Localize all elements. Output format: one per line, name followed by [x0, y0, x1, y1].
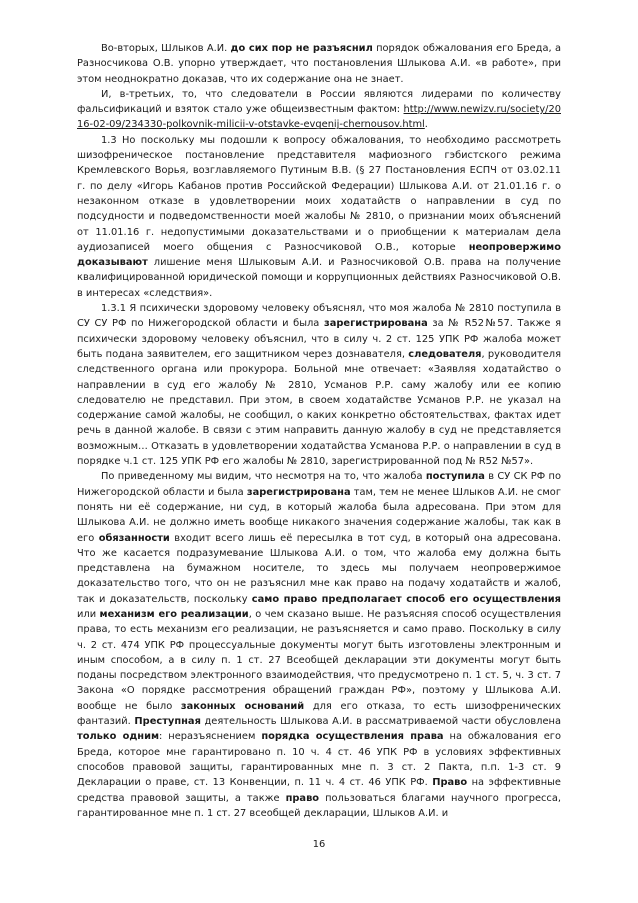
document-page: [77, 41, 561, 821]
text-run: входит всего лишь её пересылка в тот суд, в который она адресована. Что же касается подразумевание Шлыкова А.И. о том, что жалоба ему должна быть представлена на бумажном носителе, то здесь мы получаем неопровержимое доказательство того, что он не разъяснил мне как право на подачу ходатайств и жалоб, так и доказательств, поскольку: [77, 532, 561, 605]
paragraph: [77, 469, 561, 821]
bold-text: механизм его реализации: [99, 608, 249, 620]
paragraph: [77, 41, 561, 87]
text-run: для его отказа, то есть шизофренических фантазий.: [77, 700, 562, 728]
text-run: в СУ СК РФ по Нижегородской области и была: [77, 471, 561, 498]
bold-text: право: [285, 792, 320, 804]
text-run: порядок обжалования его Бреда, а Разносчикова О.В. упорно утверждает, что постановления Шлыкова А.И. «в работе», при этом неоднократно доказав, что их содержание она не знает.: [77, 43, 561, 85]
bold-text: порядка осуществления права: [261, 731, 444, 743]
text-run: , о чем сказано выше. Не разъясняя способ осуществления права, то есть механизм его реализации, не разъясняется и само право. Поскольку в силу ч. 2 ст. 474 УПК РФ процессуальные документы могут быть изготовлены электронным и иным способом, а в силу п. 1 ст. 27 Всеобщей декларации эти документы могут быть поданы посредством электронного взаимодействия, что предусмотрено п. 1 ст. 5, ч. 3 ст. 7 Закона «О порядке рассмотрения обращений граждан РФ», поэтому у Шлыкова А.И. вообще не было: [77, 608, 562, 712]
text-run: на обжалования его Бреда, которое мне гарантировано п. 10 ч. 4 ст. 46 УПК РФ в условиях эффективных способов правовой защиты, гарантированных мне п. 3 ст. 2 Пакта, п.п. 1-3 ст. 9 Декларации о праве, ст. 13 Конвенции, п. 11 ч. 4 ст. 46 УПК РФ.: [77, 731, 561, 789]
bold-text: только одним: [77, 731, 160, 743]
text-run: 1.3.1 Я психически здоровому человеку объяснял, что моя жалоба № 2810 поступила в СУ СУ РФ по Нижегородской области и была: [77, 303, 561, 330]
text-run: пользоваться благами научного прогресса, гарантированное мне п. 1 ст. 27 всеобщей декларации, Шлыков А.И. и: [77, 792, 561, 819]
paragraph: [77, 133, 561, 301]
text-run: Во-вторых, Шлыков А.И.: [101, 43, 231, 54]
text-run: деятельность Шлыкова А.И. в рассматриваемой части обусловлена: [200, 716, 561, 728]
text-run: : неразъяснением: [159, 731, 262, 743]
paragraph: [77, 301, 561, 469]
bold-text: само право предполагает способ его осуществления: [251, 593, 561, 605]
bold-text: поступила: [425, 471, 485, 483]
text-run: , руководителя следственного органа или прокурора. Больной мне отвечает: «Заявляя ходатайство о направлении в суд его жалобу № 2810, Усманов Р.Р. саму жалобу или ее копию следователю не представил. При этом, в своем ходатайстве Усманов Р.Р. не указал на содержание самой жалобы, не сообщил, о каких конкретно обстоятельствах, фактах идет речь в данной жалобе. В связи с этим направить данную жалобу в суд не представляется возможным… Отказать в удовлетворении ходатайства Усманова Р.Р. о направлении в суд в порядке ч.1 ст. 125 УПК РФ его жалобы № 2810, зарегистрированной под № R52 №57».: [77, 348, 561, 468]
paragraph: [77, 87, 561, 133]
bold-text: Право: [432, 777, 468, 789]
bold-text: Преступная: [134, 716, 201, 728]
text-run: или: [77, 608, 100, 620]
text-run: .: [424, 119, 428, 131]
text-run: 1.3 Но поскольку мы подошли к вопросу обжалования, то необходимо рассмотреть шизофреническое постановление представителя мафиозного гэбистского режима Кремлевского Ворья, возглавляемого Путиным В.В. (§ 27 Постановления ЕСПЧ от 03.02.11 г. по делу «Игорь Кабанов против Российской Федерации) Шлыкова А.И. от 21.01.16 г. о незаконном отказе в удовлетворении моих ходатайств о направлении в суд по подсудности и подведомственности моей жалобы № 2810, о признании моих объяснений от 11.01.16 г. недопустимыми доказательствами и о приобщении к материалам дела аудиозаписей моего общения с Разносчиковой О.В., которые: [77, 134, 561, 253]
hyperlink[interactable]: http://www.newizv.ru/society/2016-02-09/234330-polkovnik-milicii-v-otstavke-evgenij-chernousov.html: [77, 104, 561, 131]
text-run: на эффективные средства правовой защиты, а также: [77, 777, 561, 804]
bold-text: законных оснований: [180, 700, 305, 712]
bold-text: зарегистрирована: [323, 318, 428, 330]
bold-text: зарегистрирована: [246, 486, 351, 498]
text-run: там, тем не менее Шлыков А.И. не смог понять ни её содержание, ни суд, в который жалоба была адресована. При этом для Шлыкова А.И. не должно иметь вообще никакого значения содержание жалобы, так как в его: [77, 486, 561, 544]
text-run: И, в-третьих, то, что следователи в России являются лидерами по количеству фальсификаций и взяток стало уже общеизвестным фактом:: [77, 88, 561, 116]
bold-text: неопровержимо доказывают: [77, 241, 561, 269]
page-number: 16: [312, 839, 326, 850]
bold-text: следователя: [408, 348, 482, 360]
bold-text: обязанности: [98, 532, 170, 544]
text-run: По приведенному мы видим, что несмотря на то, что жалоба: [101, 471, 426, 483]
text-run: за № R52№57. Также я психически здоровому человеку объяснил, что в силу ч. 2 ст. 125 УПК РФ жалоба может быть подана заявителем, его защитником через дознавателя,: [77, 318, 561, 360]
bold-text: до сих пор не разъяснил: [230, 43, 373, 54]
text-run: лишение меня Шлыковым А.И. и Разносчиковой О.В. права на получение квалифицированной юридической помощи и коррупционных действиях Разносчиковой О.В. в интересах «следствия».: [77, 257, 561, 299]
